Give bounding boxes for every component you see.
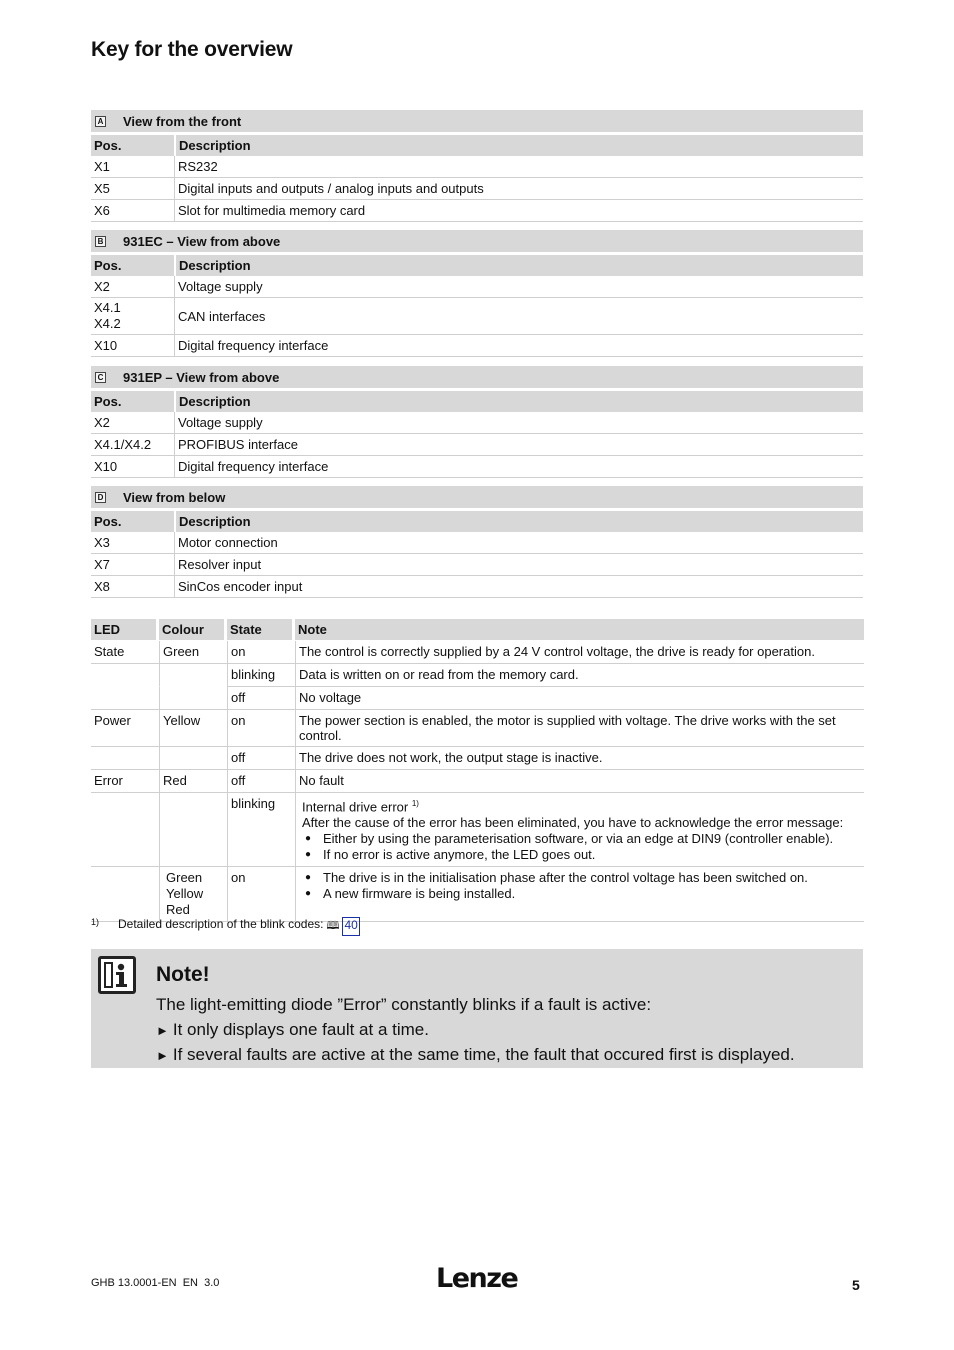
section-heading (91, 110, 863, 132)
note-cell: Data is written on or read from the memory card. (295, 664, 864, 686)
lenze-logo: Lenze (436, 1263, 518, 1294)
led-cell-empty (91, 664, 159, 687)
note-cell: The control is correctly supplied by a 24 V control voltage, the drive is ready for operation. (295, 641, 864, 663)
table-row (91, 298, 863, 335)
colour-line: Red (166, 902, 190, 918)
desc-cell: SinCos encoder input (178, 579, 303, 594)
desc-cell: Digital frequency interface (178, 459, 329, 474)
column-header-row (91, 135, 863, 156)
section-letter-badge: B (95, 236, 106, 247)
state-cell: on (227, 867, 295, 921)
note-cell: The drive does not work, the output stage is inactive. (295, 747, 864, 769)
table-row (91, 456, 863, 478)
bullet-text: If no error is active anymore, the LED goes out. (323, 847, 596, 863)
desc-cell: Voltage supply (178, 279, 263, 294)
table-row (91, 434, 863, 456)
note-cell (295, 793, 864, 866)
page-reference-link[interactable]: 40 (342, 917, 359, 936)
bullet-icon: ● (305, 849, 312, 861)
note-title: Note! (156, 963, 210, 986)
led-cell: Error (94, 773, 123, 788)
page-title: Key for the overview (91, 38, 293, 61)
table-row (91, 276, 863, 298)
note-item-text: If several faults are active at the same time, the fault that occured first is displayed. (172, 1045, 795, 1064)
note-item (156, 1018, 795, 1044)
table-row (91, 156, 863, 178)
desc-cell: Slot for multimedia memory card (178, 203, 366, 218)
column-header-row (91, 391, 863, 412)
table-row (91, 867, 864, 922)
pos-cell: X1 (91, 156, 175, 177)
pos-cell: X2 (91, 276, 175, 297)
arrow-right-icon: ► (156, 1022, 169, 1038)
note-cell: No fault (295, 770, 864, 792)
section-931ep-above (91, 366, 863, 478)
table-row (91, 710, 864, 747)
state-cell: blinking (227, 664, 295, 686)
note-cell: No voltage (295, 687, 864, 709)
note-line (299, 796, 864, 815)
section-view-below (91, 486, 863, 598)
header-colour: Colour (159, 619, 227, 640)
pos-line: X4.1 (94, 300, 121, 315)
state-cell: off (227, 770, 295, 792)
book-icon: 🕮 (326, 920, 340, 932)
bullet-icon: ● (305, 833, 312, 845)
led-table-header (91, 619, 864, 640)
table-row (91, 770, 864, 793)
column-header-row (91, 511, 863, 532)
table-row (91, 793, 864, 867)
pos-cell: X2 (91, 412, 175, 433)
note-intro: The light-emitting diode ”Error” constantly blinks if a fault is active: (156, 995, 652, 1014)
pos-cell: X3 (91, 532, 175, 553)
footnote-text: Detailed description of the blink codes: (118, 917, 324, 931)
section-heading (91, 366, 863, 388)
bullet-text: A new firmware is being installed. (323, 886, 516, 902)
header-led: LED (91, 619, 159, 640)
section-view-front (91, 110, 863, 222)
note-line: After the cause of the error has been eliminated, you have to acknowledge the error message: (302, 815, 844, 831)
section-letter-badge: A (95, 116, 106, 127)
section-title: View from below (123, 489, 226, 505)
table-row (91, 412, 863, 434)
column-header-row (91, 255, 863, 276)
col-desc-header: Description (179, 394, 251, 409)
state-cell: off (227, 687, 295, 709)
state-cell: on (227, 641, 295, 663)
pos-cell: X4.1/X4.2 (91, 434, 175, 455)
section-title: 931EP – View from above (123, 369, 280, 385)
footnote-marker: 1) (411, 799, 419, 808)
led-cell-empty (91, 687, 159, 709)
desc-cell: CAN interfaces (178, 308, 266, 324)
pos-cell: X8 (91, 576, 175, 597)
note-box (91, 949, 863, 1068)
table-row (91, 200, 863, 222)
bullet-text: Either by using the parameterisation software, or via an edge at DIN9 (controller enable). (323, 831, 834, 847)
desc-cell: Digital frequency interface (178, 338, 329, 353)
pos-cell: X10 (91, 456, 175, 477)
footnote (91, 917, 360, 936)
section-letter-badge: D (95, 492, 106, 503)
col-desc-header: Description (179, 258, 251, 273)
state-cell: blinking (227, 793, 295, 866)
info-icon (98, 956, 136, 994)
col-pos-header: Pos. (91, 391, 176, 412)
pos-cell: X6 (91, 200, 175, 221)
pos-cell: X7 (91, 554, 175, 575)
section-heading (91, 486, 863, 508)
section-title: 931EC – View from above (123, 233, 281, 249)
page-number: 5 (852, 1277, 860, 1293)
pos-cell: X10 (91, 335, 175, 356)
pos-cell: X5 (91, 178, 175, 199)
footnote-marker: 1) (91, 917, 100, 927)
state-cell: on (227, 710, 295, 746)
col-desc-header: Description (179, 514, 251, 529)
colour-line: Yellow (166, 886, 204, 902)
section-title: View from the front (123, 113, 242, 129)
col-desc-header: Description (179, 138, 251, 153)
table-row (91, 747, 864, 770)
section-heading (91, 230, 863, 252)
col-pos-header: Pos. (91, 511, 176, 532)
colour-cell-empty (159, 747, 227, 769)
bullet-icon: ● (305, 872, 312, 884)
led-cell: State (94, 644, 125, 659)
table-row (91, 532, 863, 554)
colour-line: Green (166, 870, 203, 886)
note-item (156, 1043, 795, 1069)
colour-cell-empty (159, 687, 227, 709)
led-table (91, 619, 864, 922)
section-931ec-above (91, 230, 863, 357)
table-row (91, 335, 863, 357)
bullet-icon: ● (305, 888, 312, 900)
led-cell-empty (91, 867, 159, 921)
table-row (91, 641, 864, 664)
colour-cell (159, 867, 227, 921)
desc-cell: Motor connection (178, 535, 278, 550)
note-cell: The power section is enabled, the motor is supplied with voltage. The drive works with the set control. (295, 710, 864, 746)
arrow-right-icon: ► (156, 1048, 169, 1063)
note-text: Internal drive error (302, 799, 409, 815)
colour-cell-empty (159, 664, 227, 687)
colour-cell: Green (159, 641, 227, 663)
colour-cell: Yellow (159, 710, 227, 746)
table-row (91, 576, 863, 598)
bullet-item (299, 870, 864, 886)
note-body (156, 993, 795, 1069)
note-item-text: It only displays one fault at a time. (172, 1019, 429, 1039)
table-row (91, 664, 864, 687)
desc-cell: PROFIBUS interface (178, 437, 298, 452)
desc-cell: RS232 (178, 159, 218, 174)
header-note: Note (298, 622, 327, 637)
table-row (91, 178, 863, 200)
document-id: GHB 13.0001-EN EN 3.0 (91, 1277, 220, 1289)
state-cell: off (227, 747, 295, 769)
bullet-item (299, 847, 864, 863)
led-cell-empty (91, 747, 159, 769)
colour-cell-empty (159, 793, 227, 866)
table-row (91, 554, 863, 576)
bullet-item (299, 886, 864, 902)
section-letter-badge: C (95, 372, 106, 383)
led-cell: Power (94, 713, 131, 728)
pos-line: X4.2 (94, 316, 121, 331)
bullet-text: The drive is in the initialisation phase after the control voltage has been switched on. (323, 870, 808, 886)
desc-cell: Voltage supply (178, 415, 263, 430)
col-pos-header: Pos. (91, 135, 176, 156)
colour-cell: Red (159, 770, 227, 792)
bullet-item (299, 831, 864, 847)
pos-cell (91, 298, 175, 334)
note-cell (295, 867, 864, 921)
led-cell-empty (91, 793, 159, 866)
header-state: State (227, 619, 295, 640)
desc-cell: Resolver input (178, 557, 262, 572)
col-pos-header: Pos. (91, 255, 176, 276)
desc-cell: Digital inputs and outputs / analog inputs and outputs (178, 181, 484, 196)
table-row (91, 687, 864, 710)
